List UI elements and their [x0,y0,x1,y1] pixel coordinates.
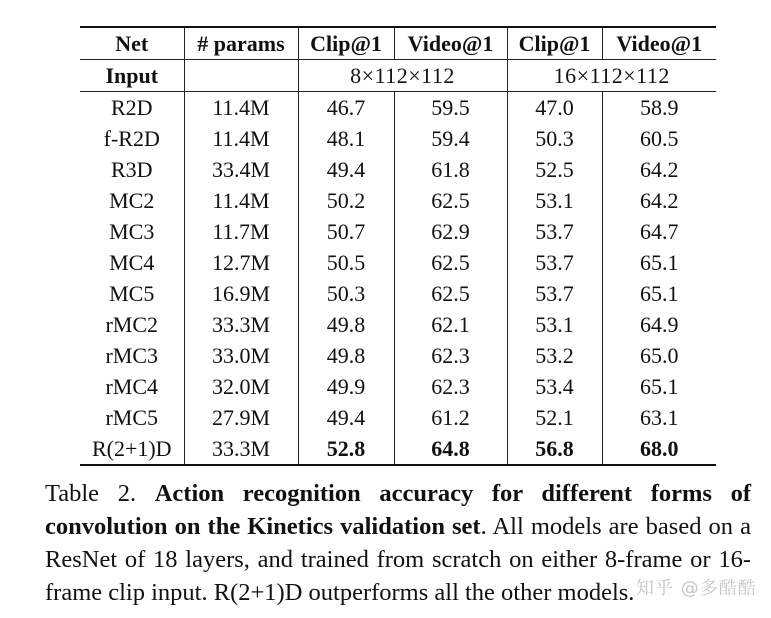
cell-video16: 65.1 [602,371,716,402]
cell-clip8: 49.8 [298,309,394,340]
table-row [80,340,716,371]
results-table [80,26,716,466]
cell-net: MC3 [109,219,155,244]
cell-clip8: 49.4 [298,402,394,433]
cell-clip16: 53.1 [507,185,602,216]
cell-net: MC2 [109,188,155,213]
cell-net: MC4 [109,250,155,275]
cell-params: 27.9M [184,402,298,433]
cell-video16: 65.0 [602,340,716,371]
cell-video8: 64.8 [394,433,507,465]
cell-params: 33.3M [184,309,298,340]
cell-params: 33.3M [184,433,298,465]
cell-clip16: 52.1 [507,402,602,433]
table-row [80,247,716,278]
table-body [80,92,716,466]
cell-clip16: 50.3 [507,123,602,154]
cell-net: rMC3 [105,343,159,368]
cell-params: 11.4M [184,123,298,154]
table-row [80,309,716,340]
table-row [80,402,716,433]
cell-params: 12.7M [184,247,298,278]
table-row [80,216,716,247]
cell-video16: 64.9 [602,309,716,340]
cell-params: 33.4M [184,154,298,185]
cell-params: 11.4M [184,92,298,124]
cell-video16: 65.1 [602,247,716,278]
caption-label: Table 2. [45,480,155,507]
cell-clip8: 49.8 [298,340,394,371]
cell-clip16: 53.7 [507,278,602,309]
watermark: 知乎 @多酷酷 [636,578,757,599]
table-row [80,278,716,309]
cell-params: 32.0M [184,371,298,402]
caption-body-text: . All models are based on a ResNet of 18 layers, and trained from scratch on either 8-frame or 16-frame clip input. R(2+1)D outperforms all the other models. [45,513,751,606]
input-params-empty [184,60,298,92]
table-row [80,185,716,216]
cell-video8: 62.5 [394,278,507,309]
table-row [80,154,716,185]
results-table-container [80,26,716,466]
cell-video8: 61.2 [394,402,507,433]
cell-net: R3D [110,157,153,182]
input-row [80,60,716,92]
cell-clip8: 50.5 [298,247,394,278]
cell-net: rMC5 [105,405,159,430]
cell-video8: 59.4 [394,123,507,154]
header-net: Net [80,27,184,60]
header-clip16: Clip@1 [507,27,602,60]
cell-net: rMC2 [105,312,159,337]
cell-video16: 60.5 [602,123,716,154]
cell-net: R(2+1)D [80,433,184,465]
cell-net: f-R2D [103,126,160,151]
cell-net: rMC4 [105,374,159,399]
cell-clip16: 53.2 [507,340,602,371]
cell-params: 11.7M [184,216,298,247]
cell-video8: 61.8 [394,154,507,185]
cell-params: 33.0M [184,340,298,371]
input-size-8: 8×112×112 [298,60,507,92]
table-row [80,433,716,465]
header-clip8: Clip@1 [298,27,394,60]
cell-clip8: 50.3 [298,278,394,309]
cell-params: 16.9M [184,278,298,309]
cell-video8: 62.9 [394,216,507,247]
cell-video8: 62.5 [394,185,507,216]
cell-clip16: 53.7 [507,247,602,278]
table-row [80,123,716,154]
table-row [80,92,716,124]
cell-video16: 64.2 [602,185,716,216]
cell-clip16: 47.0 [507,92,602,124]
cell-clip16: 53.7 [507,216,602,247]
cell-clip8: 50.2 [298,185,394,216]
header-video16: Video@1 [602,27,716,60]
cell-net: R2D [110,95,153,120]
cell-clip8: 49.4 [298,154,394,185]
cell-net: MC5 [109,281,155,306]
header-video8: Video@1 [394,27,507,60]
cell-video8: 62.5 [394,247,507,278]
cell-params: 11.4M [184,185,298,216]
cell-video16: 63.1 [602,402,716,433]
caption-bold-text: Action recognition accuracy for different forms of convolution on the Kinetics validation set [45,480,751,540]
cell-video16: 68.0 [602,433,716,465]
cell-clip16: 53.4 [507,371,602,402]
cell-video16: 64.2 [602,154,716,185]
cell-clip8: 46.7 [298,92,394,124]
cell-clip16: 52.5 [507,154,602,185]
cell-clip8: 49.9 [298,371,394,402]
cell-video16: 58.9 [602,92,716,124]
header-row [80,27,716,60]
cell-video16: 64.7 [602,216,716,247]
cell-clip16: 53.1 [507,309,602,340]
cell-video8: 62.3 [394,371,507,402]
cell-video8: 62.3 [394,340,507,371]
table-row [80,371,716,402]
cell-clip8: 50.7 [298,216,394,247]
cell-video16: 65.1 [602,278,716,309]
header-params: # params [184,27,298,60]
input-size-16: 16×112×112 [507,60,716,92]
cell-clip16: 56.8 [507,433,602,465]
cell-video8: 59.5 [394,92,507,124]
cell-clip8: 52.8 [298,433,394,465]
cell-video8: 62.1 [394,309,507,340]
input-label: Input [80,60,184,92]
cell-clip8: 48.1 [298,123,394,154]
